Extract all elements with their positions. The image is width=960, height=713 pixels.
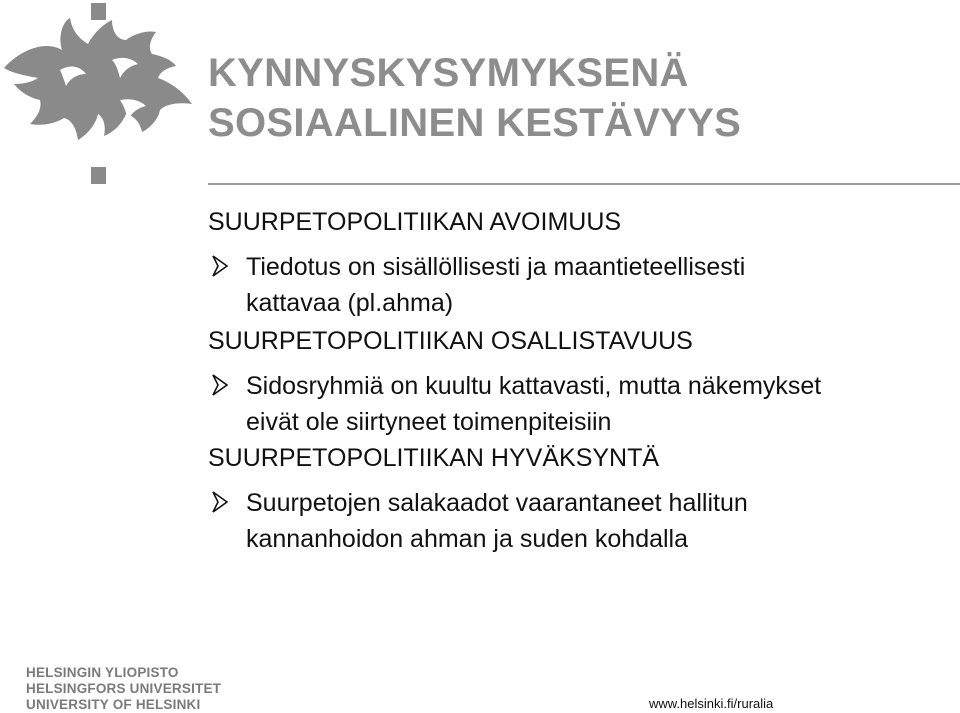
- arrowhead-bullet-icon: [212, 255, 228, 277]
- bullet-text: [246, 485, 953, 557]
- bullet-item: [208, 249, 953, 321]
- bullet-line: Tiedotus on sisällöllisesti ja maantieteellisesti: [246, 253, 746, 281]
- university-logo: [0, 0, 200, 190]
- slide-content: [208, 205, 953, 557]
- section-heading-osallistavuus: SUURPETOPOLITIIKAN OSALLISTAVUUS: [208, 327, 693, 355]
- university-name-fi: HELSINGIN YLIOPISTO: [26, 665, 179, 680]
- university-name: [26, 665, 221, 713]
- bullet-text: [246, 249, 953, 321]
- title-divider: [208, 183, 960, 185]
- arrowhead-bullet-icon: [212, 374, 228, 396]
- title-line-1: KYNNYSKYSYMYKSENÄ: [208, 51, 689, 95]
- bullet-line: kannanhoidon ahman ja suden kohdalla: [246, 525, 689, 553]
- bullet-line: Suurpetojen salakaadot vaarantaneet hallitun: [246, 489, 748, 517]
- section-heading-hyvaksynta: SUURPETOPOLITIIKAN HYVÄKSYNTÄ: [208, 444, 660, 472]
- flame-logo-icon: [0, 0, 200, 190]
- bullet-line: eivät ole siirtyneet toimenpiteisiin: [246, 408, 612, 436]
- bullet-text: [246, 368, 953, 440]
- university-name-en: UNIVERSITY OF HELSINKI: [26, 697, 201, 712]
- footer-url: www.helsinki.fi/ruralia: [649, 696, 774, 711]
- section-heading-avoimuus: SUURPETOPOLITIIKAN AVOIMUUS: [208, 208, 622, 236]
- bullet-line: Sidosryhmiä on kuultu kattavasti, mutta näkemykset: [246, 372, 822, 400]
- bullet-item: [208, 368, 953, 440]
- bullet-line: kattavaa (pl.ahma): [246, 289, 454, 317]
- arrowhead-bullet-icon: [212, 491, 228, 513]
- bullet-item: [208, 485, 953, 557]
- slide-title: [208, 48, 741, 148]
- title-line-2: SOSIAALINEN KESTÄVYYS: [208, 101, 742, 145]
- university-name-sv: HELSINGFORS UNIVERSITET: [26, 681, 222, 696]
